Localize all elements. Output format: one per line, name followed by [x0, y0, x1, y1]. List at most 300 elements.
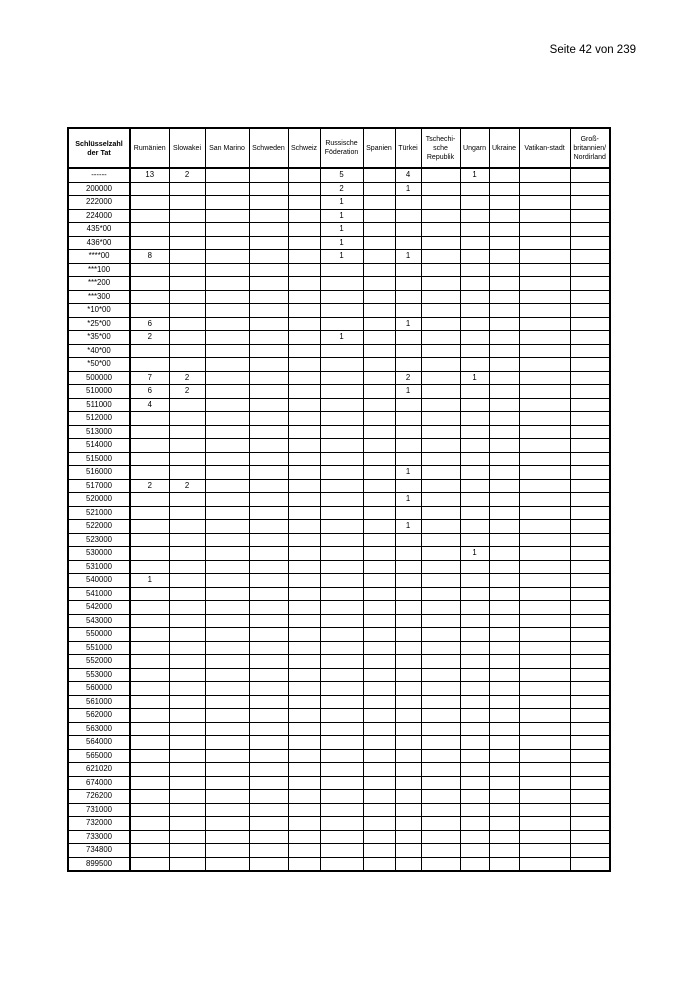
value-cell [249, 466, 288, 480]
value-cell [288, 412, 320, 426]
table-row [68, 533, 610, 547]
value-cell: 4 [395, 168, 421, 182]
column-header: San Marino [205, 128, 249, 168]
value-cell [288, 277, 320, 291]
value-cell [570, 452, 610, 466]
value-cell [570, 304, 610, 318]
value-cell [570, 803, 610, 817]
value-cell [288, 398, 320, 412]
value-cell [395, 736, 421, 750]
value-cell [421, 452, 460, 466]
value-cell [249, 304, 288, 318]
value-cell [288, 790, 320, 804]
value-cell [363, 196, 395, 210]
value-cell [570, 682, 610, 696]
value-cell [519, 736, 570, 750]
value-cell [570, 277, 610, 291]
value-cell [205, 358, 249, 372]
value-cell [205, 844, 249, 858]
value-cell [363, 547, 395, 561]
value-cell [320, 304, 363, 318]
value-cell [421, 722, 460, 736]
value-cell [489, 736, 519, 750]
key-cell: 200000 [68, 182, 130, 196]
value-cell [395, 398, 421, 412]
value-cell [519, 452, 570, 466]
value-cell [130, 533, 169, 547]
value-cell [460, 601, 489, 615]
value-cell [205, 385, 249, 399]
value-cell [320, 439, 363, 453]
value-cell [570, 790, 610, 804]
value-cell [519, 763, 570, 777]
value-cell [363, 790, 395, 804]
value-cell [249, 196, 288, 210]
key-cell: 530000 [68, 547, 130, 561]
value-cell [519, 668, 570, 682]
value-cell [489, 209, 519, 223]
value-cell [395, 709, 421, 723]
value-cell [421, 736, 460, 750]
value-cell [288, 371, 320, 385]
value-cell [169, 803, 205, 817]
value-cell [395, 817, 421, 831]
value-cell [249, 452, 288, 466]
value-cell [205, 277, 249, 291]
table-row [68, 479, 610, 493]
value-cell [363, 236, 395, 250]
value-cell: 1 [460, 371, 489, 385]
value-cell [519, 223, 570, 237]
value-cell: 1 [395, 493, 421, 507]
value-cell: 7 [130, 371, 169, 385]
value-cell [288, 263, 320, 277]
value-cell [363, 385, 395, 399]
value-cell [489, 709, 519, 723]
key-cell: ***100 [68, 263, 130, 277]
value-cell [288, 196, 320, 210]
value-cell [460, 493, 489, 507]
value-cell: 1 [320, 331, 363, 345]
key-cell: 732000 [68, 817, 130, 831]
value-cell [288, 506, 320, 520]
value-cell [169, 304, 205, 318]
table-row [68, 317, 610, 331]
value-cell [130, 749, 169, 763]
table-row [68, 749, 610, 763]
value-cell [421, 439, 460, 453]
value-cell [205, 236, 249, 250]
value-cell [570, 844, 610, 858]
value-cell [288, 817, 320, 831]
value-cell [421, 790, 460, 804]
value-cell [288, 182, 320, 196]
value-cell [363, 439, 395, 453]
value-cell [421, 263, 460, 277]
table-body [68, 168, 610, 871]
value-cell [249, 749, 288, 763]
value-cell [288, 574, 320, 588]
value-cell [570, 493, 610, 507]
value-cell [320, 749, 363, 763]
value-cell [288, 587, 320, 601]
key-cell: 563000 [68, 722, 130, 736]
value-cell [460, 290, 489, 304]
value-cell [130, 560, 169, 574]
value-cell [395, 425, 421, 439]
value-cell [421, 304, 460, 318]
value-cell [363, 655, 395, 669]
value-cell [489, 331, 519, 345]
table-row [68, 817, 610, 831]
value-cell [205, 709, 249, 723]
value-cell [460, 263, 489, 277]
value-cell [519, 263, 570, 277]
value-cell [249, 209, 288, 223]
value-cell [421, 425, 460, 439]
table-row [68, 223, 610, 237]
value-cell [489, 533, 519, 547]
value-cell [421, 277, 460, 291]
value-cell [320, 817, 363, 831]
value-cell [205, 425, 249, 439]
value-cell [363, 331, 395, 345]
value-cell [205, 790, 249, 804]
value-cell [570, 587, 610, 601]
value-cell [395, 601, 421, 615]
value-cell [460, 317, 489, 331]
value-cell [249, 560, 288, 574]
value-cell [570, 196, 610, 210]
value-cell [421, 763, 460, 777]
table-row [68, 331, 610, 345]
value-cell [130, 776, 169, 790]
value-cell [460, 277, 489, 291]
column-header: Schweiz [288, 128, 320, 168]
value-cell [205, 682, 249, 696]
value-cell [363, 803, 395, 817]
table-row [68, 722, 610, 736]
value-cell [320, 425, 363, 439]
value-cell [205, 817, 249, 831]
value-cell [519, 317, 570, 331]
value-cell [130, 628, 169, 642]
value-cell [460, 736, 489, 750]
value-cell [130, 763, 169, 777]
value-cell [363, 628, 395, 642]
value-cell [205, 628, 249, 642]
value-cell [421, 317, 460, 331]
value-cell [489, 168, 519, 182]
value-cell [320, 587, 363, 601]
value-cell [489, 439, 519, 453]
value-cell [460, 817, 489, 831]
value-cell [570, 574, 610, 588]
value-cell [489, 196, 519, 210]
value-cell [395, 331, 421, 345]
value-cell [320, 776, 363, 790]
value-cell [421, 398, 460, 412]
value-cell [519, 358, 570, 372]
value-cell [320, 452, 363, 466]
value-cell [320, 506, 363, 520]
value-cell [460, 830, 489, 844]
value-cell [320, 574, 363, 588]
value-cell [570, 857, 610, 871]
value-cell [205, 331, 249, 345]
value-cell [205, 223, 249, 237]
value-cell [363, 344, 395, 358]
value-cell [395, 641, 421, 655]
value-cell [489, 250, 519, 264]
key-cell: 560000 [68, 682, 130, 696]
value-cell [460, 358, 489, 372]
value-cell [288, 844, 320, 858]
value-cell [421, 682, 460, 696]
value-cell [169, 709, 205, 723]
value-cell [489, 776, 519, 790]
value-cell [395, 412, 421, 426]
value-cell [519, 209, 570, 223]
value-cell [169, 628, 205, 642]
table-row [68, 560, 610, 574]
key-cell: *10*00 [68, 304, 130, 318]
key-cell: 517000 [68, 479, 130, 493]
table-row [68, 641, 610, 655]
value-cell [489, 412, 519, 426]
key-cell: *35*00 [68, 331, 130, 345]
table-header [68, 128, 610, 168]
value-cell [320, 520, 363, 534]
value-cell [519, 425, 570, 439]
value-cell [320, 641, 363, 655]
key-cell: 515000 [68, 452, 130, 466]
value-cell [395, 668, 421, 682]
value-cell [460, 857, 489, 871]
value-cell [249, 722, 288, 736]
value-cell [489, 803, 519, 817]
page-number: Seite 42 von 239 [549, 44, 636, 56]
value-cell [460, 304, 489, 318]
value-cell [169, 533, 205, 547]
value-cell [288, 628, 320, 642]
value-cell [130, 344, 169, 358]
value-cell [460, 236, 489, 250]
value-cell [421, 668, 460, 682]
value-cell [421, 857, 460, 871]
table-row [68, 168, 610, 182]
value-cell [320, 695, 363, 709]
value-cell [205, 803, 249, 817]
key-cell: 222000 [68, 196, 130, 210]
value-cell [320, 385, 363, 399]
value-cell [169, 668, 205, 682]
value-cell [249, 506, 288, 520]
key-cell: 541000 [68, 587, 130, 601]
value-cell [249, 763, 288, 777]
value-cell [288, 614, 320, 628]
value-cell [460, 209, 489, 223]
value-cell [169, 452, 205, 466]
table-row [68, 574, 610, 588]
value-cell [320, 358, 363, 372]
value-cell [205, 398, 249, 412]
value-cell [519, 398, 570, 412]
table-row [68, 209, 610, 223]
value-cell [489, 547, 519, 561]
value-cell [363, 223, 395, 237]
value-cell [421, 560, 460, 574]
value-cell [395, 722, 421, 736]
key-cell: 552000 [68, 655, 130, 669]
value-cell [363, 641, 395, 655]
value-cell [489, 844, 519, 858]
table-row [68, 358, 610, 372]
value-cell [363, 574, 395, 588]
value-cell [395, 776, 421, 790]
column-header: Tschechi-sche Republik [421, 128, 460, 168]
value-cell [460, 398, 489, 412]
value-cell [320, 668, 363, 682]
value-cell [519, 749, 570, 763]
value-cell [489, 223, 519, 237]
value-cell [205, 344, 249, 358]
value-cell [460, 250, 489, 264]
value-cell [395, 790, 421, 804]
value-cell [519, 412, 570, 426]
value-cell [205, 317, 249, 331]
key-cell: 726200 [68, 790, 130, 804]
value-cell [421, 749, 460, 763]
value-cell [363, 277, 395, 291]
value-cell [130, 452, 169, 466]
value-cell [320, 790, 363, 804]
value-cell [288, 358, 320, 372]
value-cell [363, 587, 395, 601]
value-cell [519, 277, 570, 291]
key-cell: 512000 [68, 412, 130, 426]
value-cell [363, 776, 395, 790]
key-cell: 561000 [68, 695, 130, 709]
value-cell [363, 466, 395, 480]
value-cell [421, 182, 460, 196]
key-cell: 731000 [68, 803, 130, 817]
value-cell [249, 317, 288, 331]
value-cell [169, 331, 205, 345]
value-cell [130, 844, 169, 858]
key-cell: 523000 [68, 533, 130, 547]
key-cell: ***300 [68, 290, 130, 304]
value-cell [460, 560, 489, 574]
table-row [68, 614, 610, 628]
value-cell [519, 790, 570, 804]
key-cell: 540000 [68, 574, 130, 588]
value-cell [169, 182, 205, 196]
value-cell [421, 223, 460, 237]
value-cell [570, 668, 610, 682]
value-cell [249, 830, 288, 844]
value-cell [489, 601, 519, 615]
value-cell [421, 371, 460, 385]
value-cell [570, 763, 610, 777]
value-cell [288, 776, 320, 790]
value-cell [519, 547, 570, 561]
value-cell [249, 331, 288, 345]
value-cell [249, 223, 288, 237]
value-cell [288, 209, 320, 223]
value-cell [570, 182, 610, 196]
value-cell [205, 506, 249, 520]
value-cell [395, 560, 421, 574]
value-cell [363, 614, 395, 628]
table-row [68, 709, 610, 723]
value-cell [519, 628, 570, 642]
value-cell [421, 803, 460, 817]
value-cell [320, 601, 363, 615]
table-row [68, 398, 610, 412]
column-header: Ukraine [489, 128, 519, 168]
value-cell [421, 412, 460, 426]
value-cell [489, 587, 519, 601]
value-cell: 5 [320, 168, 363, 182]
value-cell [570, 776, 610, 790]
value-cell [460, 425, 489, 439]
value-cell [169, 655, 205, 669]
value-cell [489, 574, 519, 588]
value-cell [421, 236, 460, 250]
value-cell [460, 452, 489, 466]
value-cell [489, 358, 519, 372]
value-cell [288, 803, 320, 817]
value-cell [169, 614, 205, 628]
value-cell [363, 857, 395, 871]
value-cell [570, 628, 610, 642]
value-cell [395, 304, 421, 318]
value-cell [130, 196, 169, 210]
value-cell [320, 263, 363, 277]
value-cell [130, 439, 169, 453]
value-cell [519, 385, 570, 399]
value-cell [249, 695, 288, 709]
value-cell [519, 709, 570, 723]
value-cell [169, 817, 205, 831]
value-cell [130, 709, 169, 723]
value-cell [249, 385, 288, 399]
value-cell [249, 817, 288, 831]
value-cell [249, 614, 288, 628]
value-cell: 2 [169, 479, 205, 493]
value-cell [395, 506, 421, 520]
value-cell [395, 439, 421, 453]
value-cell [421, 290, 460, 304]
value-cell: 1 [395, 466, 421, 480]
value-cell [519, 655, 570, 669]
value-cell [169, 344, 205, 358]
value-cell [130, 790, 169, 804]
value-cell [288, 709, 320, 723]
value-cell [363, 182, 395, 196]
statistics-table-container [67, 127, 611, 872]
value-cell [249, 277, 288, 291]
table-row [68, 385, 610, 399]
value-cell [395, 358, 421, 372]
key-cell: 543000 [68, 614, 130, 628]
value-cell [288, 344, 320, 358]
value-cell [205, 749, 249, 763]
value-cell [205, 304, 249, 318]
value-cell [320, 533, 363, 547]
value-cell [169, 830, 205, 844]
